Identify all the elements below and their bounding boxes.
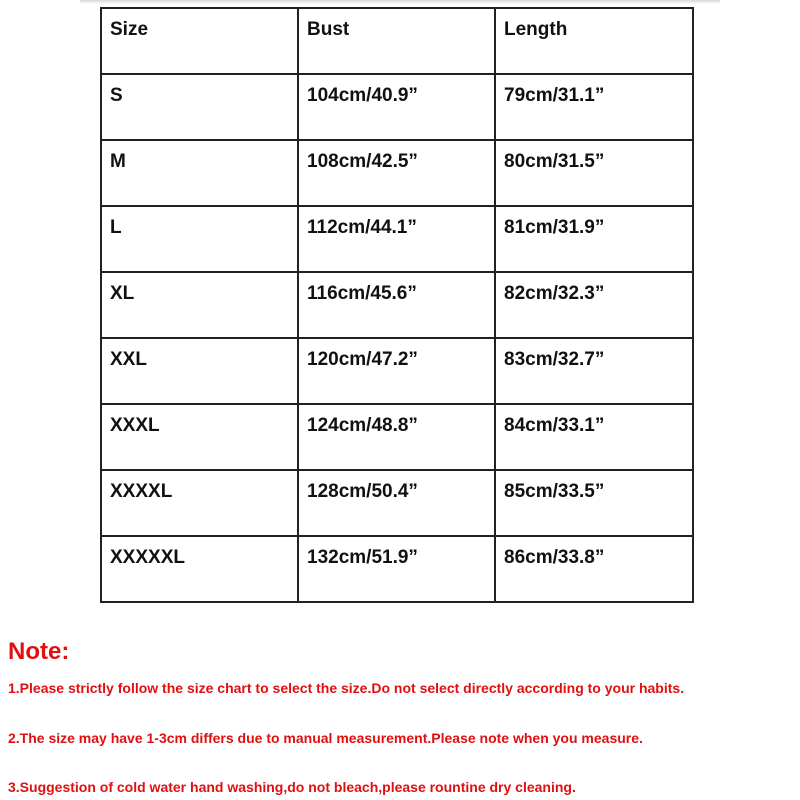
note-line-1: 1.Please strictly follow the size chart to select the size.Do not select directly according to your habits. bbox=[8, 680, 685, 696]
table-row bbox=[101, 206, 693, 272]
length-cell: 85cm/33.5” bbox=[495, 470, 693, 536]
size-cell: M bbox=[101, 140, 298, 206]
bust-cell: 116cm/45.6” bbox=[298, 272, 495, 338]
size-cell: S bbox=[101, 74, 298, 140]
header-length: Length bbox=[495, 8, 693, 74]
size-cell: XXXL bbox=[101, 404, 298, 470]
bust-cell: 128cm/50.4” bbox=[298, 470, 495, 536]
bust-cell: 112cm/44.1” bbox=[298, 206, 495, 272]
table-row bbox=[101, 338, 693, 404]
header-bust: Bust bbox=[298, 8, 495, 74]
table-row bbox=[101, 404, 693, 470]
length-cell: 81cm/31.9” bbox=[495, 206, 693, 272]
size-cell: XXL bbox=[101, 338, 298, 404]
bust-cell: 108cm/42.5” bbox=[298, 140, 495, 206]
top-shadow-divider bbox=[80, 0, 720, 4]
bust-cell: 124cm/48.8” bbox=[298, 404, 495, 470]
length-cell: 83cm/32.7” bbox=[495, 338, 693, 404]
table-row bbox=[101, 272, 693, 338]
note-line-3: 3.Suggestion of cold water hand washing,do not bleach,please rountine dry cleaning. bbox=[8, 779, 576, 795]
length-cell: 79cm/31.1” bbox=[495, 74, 693, 140]
table-row bbox=[101, 140, 693, 206]
size-chart-table bbox=[100, 7, 694, 603]
length-cell: 80cm/31.5” bbox=[495, 140, 693, 206]
table-header-row bbox=[101, 8, 693, 74]
length-cell: 82cm/32.3” bbox=[495, 272, 693, 338]
length-cell: 86cm/33.8” bbox=[495, 536, 693, 602]
bust-cell: 120cm/47.2” bbox=[298, 338, 495, 404]
size-cell: XL bbox=[101, 272, 298, 338]
bust-cell: 132cm/51.9” bbox=[298, 536, 495, 602]
table-row bbox=[101, 74, 693, 140]
size-cell: XXXXXL bbox=[101, 536, 298, 602]
length-cell: 84cm/33.1” bbox=[495, 404, 693, 470]
note-line-2: 2.The size may have 1-3cm differs due to manual measurement.Please note when you measure. bbox=[8, 730, 643, 746]
size-cell: XXXXL bbox=[101, 470, 298, 536]
note-title: Note: bbox=[8, 638, 70, 665]
table-row bbox=[101, 536, 693, 602]
table-row bbox=[101, 470, 693, 536]
bust-cell: 104cm/40.9” bbox=[298, 74, 495, 140]
header-size: Size bbox=[101, 8, 298, 74]
size-cell: L bbox=[101, 206, 298, 272]
